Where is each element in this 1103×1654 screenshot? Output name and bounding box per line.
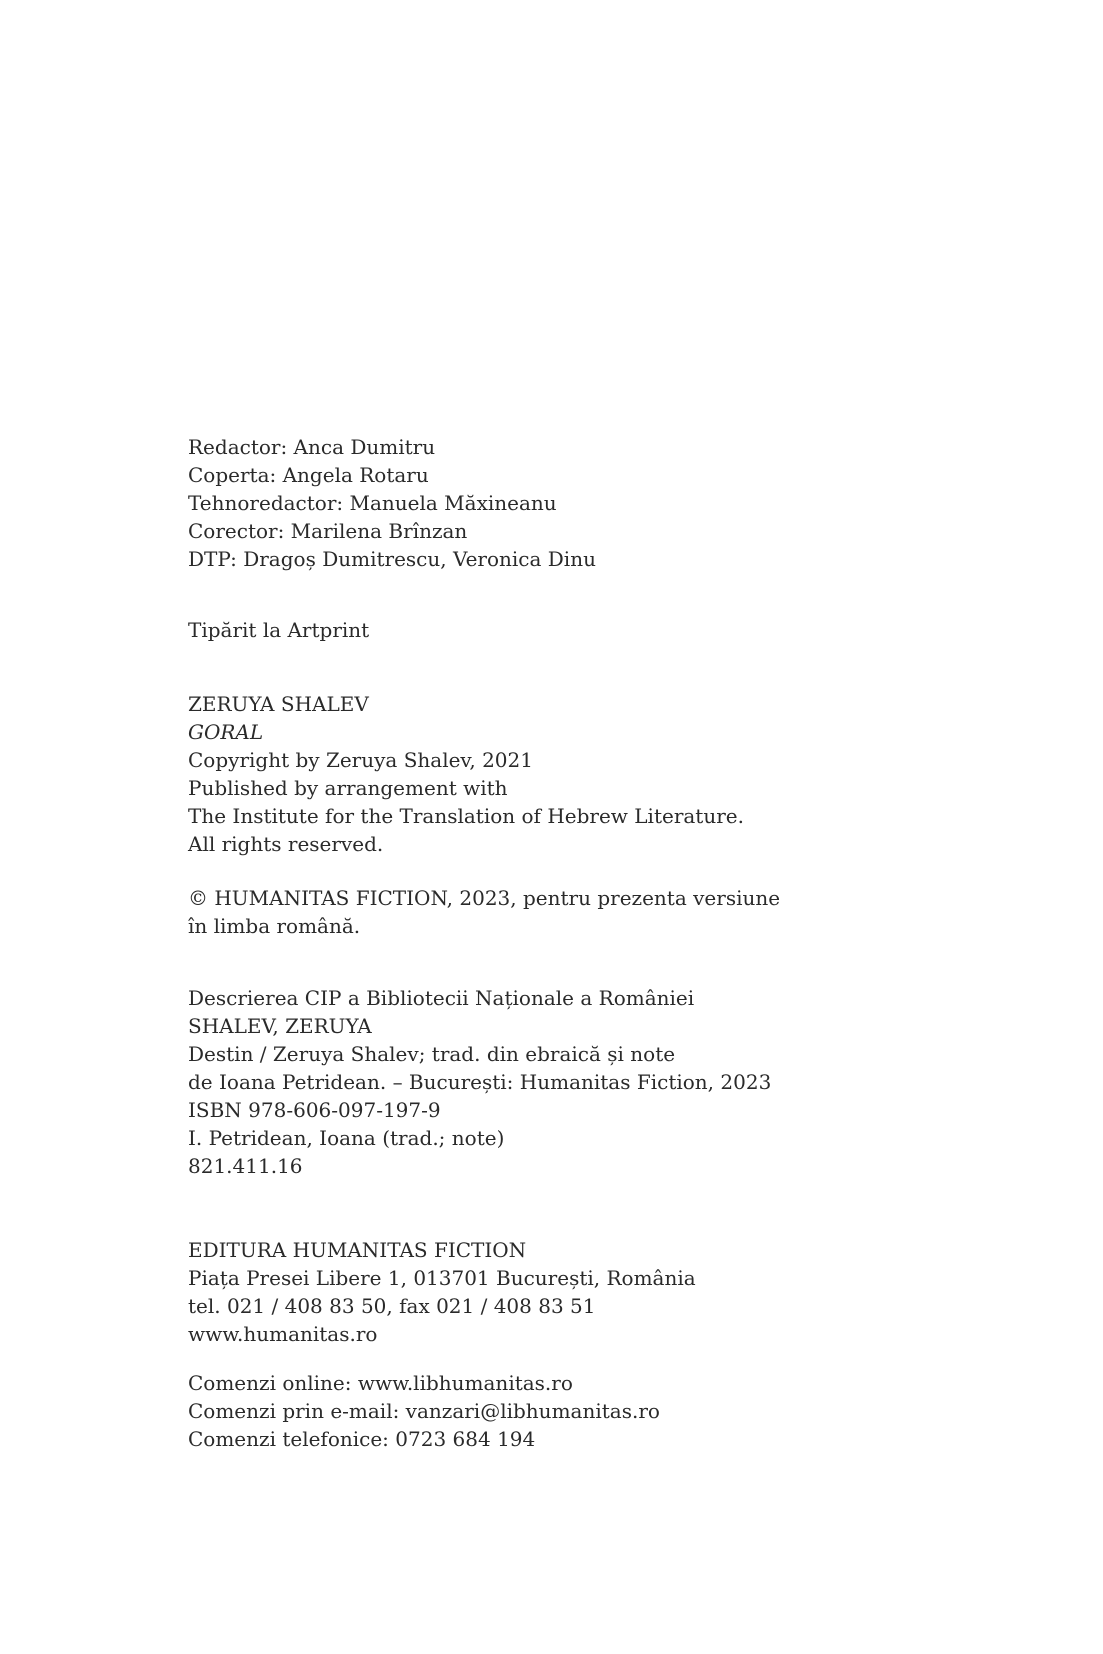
cip-block xyxy=(188,984,771,1180)
original-copyright: Copyright by Zeruya Shalev, 2021 xyxy=(188,748,533,772)
cip-classification: 821.411.16 xyxy=(188,1154,303,1178)
credit-technical-editor: Tehnoredactor: Manuela Măxineanu xyxy=(188,491,557,515)
credit-editor: Redactor: Anca Dumitru xyxy=(188,435,436,459)
publisher-website: www.humanitas.ro xyxy=(188,1322,378,1346)
printer-block xyxy=(188,616,369,644)
cip-author: SHALEV, ZERUYA xyxy=(188,1014,372,1038)
rights-line: All rights reserved. xyxy=(188,832,384,856)
edition-copyright: © HUMANITAS FICTION, 2023, pentru prezenta versiune xyxy=(188,886,781,910)
publisher-address: Piața Presei Libere 1, 013701 București, România xyxy=(188,1266,696,1290)
orders-phone: Comenzi telefonice: 0723 684 194 xyxy=(188,1427,536,1451)
credit-proofreader: Corector: Marilena Brînzan xyxy=(188,519,468,543)
edition-language: în limba română. xyxy=(188,914,361,938)
publisher-phone: tel. 021 / 408 83 50, fax 021 / 408 83 51 xyxy=(188,1294,596,1318)
cip-heading: Descrierea CIP a Bibliotecii Naționale a României xyxy=(188,986,695,1010)
arrangement-line: Published by arrangement with xyxy=(188,776,508,800)
original-title: GORAL xyxy=(188,720,264,744)
edition-block xyxy=(188,884,780,940)
publisher-name: EDITURA HUMANITAS FICTION xyxy=(188,1238,527,1262)
credits-block xyxy=(188,433,596,573)
cip-isbn: ISBN 978-606-097-197-9 xyxy=(188,1098,441,1122)
orders-block xyxy=(188,1369,660,1453)
credit-dtp: DTP: Dragoș Dumitrescu, Veronica Dinu xyxy=(188,547,596,571)
cip-title: Destin / Zeruya Shalev; trad. din ebraică și note xyxy=(188,1042,676,1066)
original-rights-block xyxy=(188,690,744,858)
original-author: ZERUYA SHALEV xyxy=(188,692,369,716)
printer-line: Tipărit la Artprint xyxy=(188,618,370,642)
orders-email: Comenzi prin e-mail: vanzari@libhumanitas.ro xyxy=(188,1399,660,1423)
cip-imprint: de Ioana Petridean. – București: Humanitas Fiction, 2023 xyxy=(188,1070,772,1094)
credit-cover: Coperta: Angela Rotaru xyxy=(188,463,429,487)
cip-translator: I. Petridean, Ioana (trad.; note) xyxy=(188,1126,505,1150)
orders-online: Comenzi online: www.libhumanitas.ro xyxy=(188,1371,573,1395)
publisher-block xyxy=(188,1236,696,1348)
institute-line: The Institute for the Translation of Hebrew Literature. xyxy=(188,804,744,828)
